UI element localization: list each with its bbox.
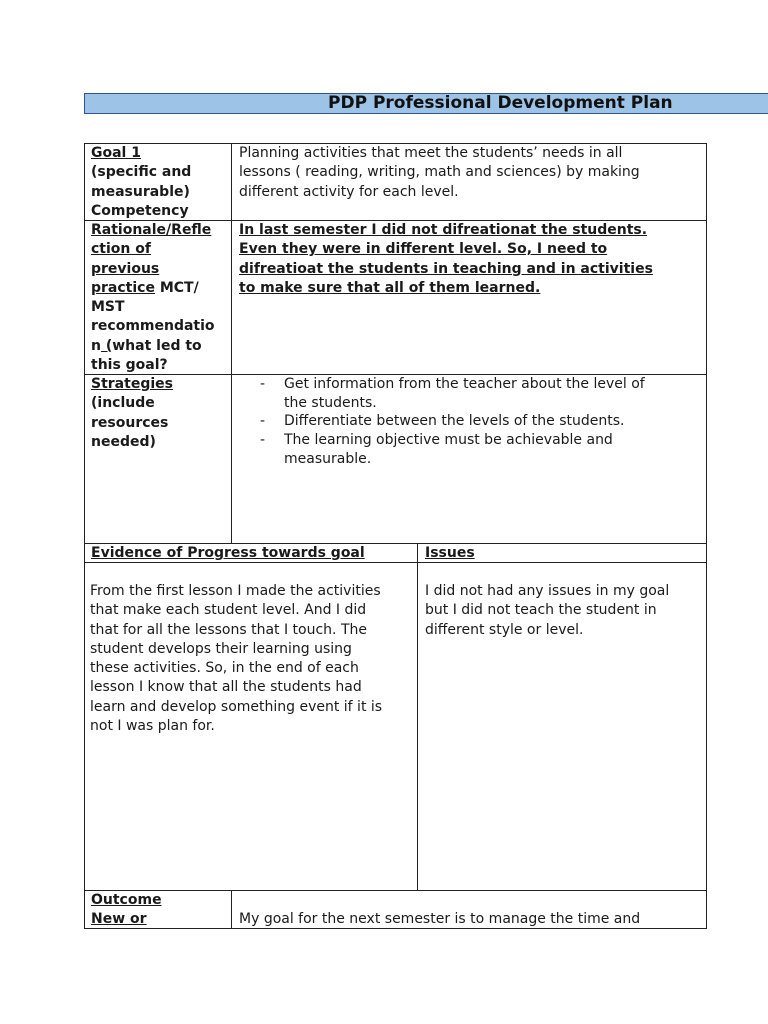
issues-text: I did not had any issues in my goal but I did not teach the student in different style or level. bbox=[425, 583, 670, 638]
goal-label-cell bbox=[91, 144, 229, 221]
table-border-left bbox=[84, 143, 85, 929]
issues-header: Issues bbox=[425, 545, 475, 561]
strategies-list bbox=[232, 375, 704, 535]
issues-text-cell bbox=[425, 582, 703, 640]
evidence-text: From the first lesson I made the activities that make each student level. And I did that for all the lessons that I touch. The student develops their learning using these activities. So, in the end of each lesson I know that all the students had learn and develop something event if it is not I was plan for. bbox=[90, 583, 383, 735]
bullet-dash: - bbox=[260, 413, 266, 429]
strategy-item bbox=[232, 431, 704, 471]
goal-text: Planning activities that meet the students’ needs in all lessons ( reading, writing, math and sciences) by making different activity for each level. bbox=[239, 145, 640, 200]
title-bar bbox=[84, 93, 768, 114]
page-title: PDP Professional Development Plan bbox=[328, 93, 673, 113]
strategy-text: Get information from the teacher about the level of the students. bbox=[284, 376, 645, 412]
table-column-divider bbox=[417, 543, 418, 891]
table-column-divider bbox=[231, 890, 232, 929]
strategy-text: Differentiate between the levels of the students. bbox=[284, 413, 625, 429]
strategy-item bbox=[232, 412, 704, 432]
rationale-label: Rationale/Refle ction of previous practice bbox=[91, 222, 212, 296]
rationale-paren: ( bbox=[100, 337, 113, 354]
outcome-sublabel: New or bbox=[91, 911, 147, 928]
outcome-label: Outcome bbox=[91, 892, 162, 908]
table-border-right bbox=[706, 143, 707, 929]
outcome-text: My goal for the next semester is to manage the time and bbox=[239, 911, 641, 927]
rationale-question: what led to this goal? bbox=[91, 337, 202, 374]
strategies-label: Strategies bbox=[91, 376, 173, 392]
goal-competency-label: Competency bbox=[91, 202, 189, 219]
goal-label: Goal 1 bbox=[91, 145, 141, 161]
strategies-label-cell bbox=[91, 375, 229, 452]
strategy-item bbox=[232, 375, 704, 415]
evidence-header: Evidence of Progress towards goal bbox=[91, 545, 365, 561]
goal-sublabel: (specific and measurable) bbox=[91, 164, 192, 200]
bullet-dash: - bbox=[260, 432, 266, 448]
rationale-mct-label: MCT/ MST recommendatio n bbox=[91, 279, 215, 354]
strategies-sublabel: (include resources needed) bbox=[91, 395, 169, 450]
outcome-label-cell bbox=[91, 891, 229, 930]
bullet-dash: - bbox=[260, 376, 266, 392]
rationale-text: In last semester I did not difreationat the students. Even they were in different level. So, I need to difreatioat the students in teaching and in activities to make sure that all of them learned. bbox=[239, 222, 653, 296]
rationale-label-cell bbox=[91, 221, 229, 375]
strategy-text: The learning objective must be achievable and measurable. bbox=[284, 432, 613, 468]
